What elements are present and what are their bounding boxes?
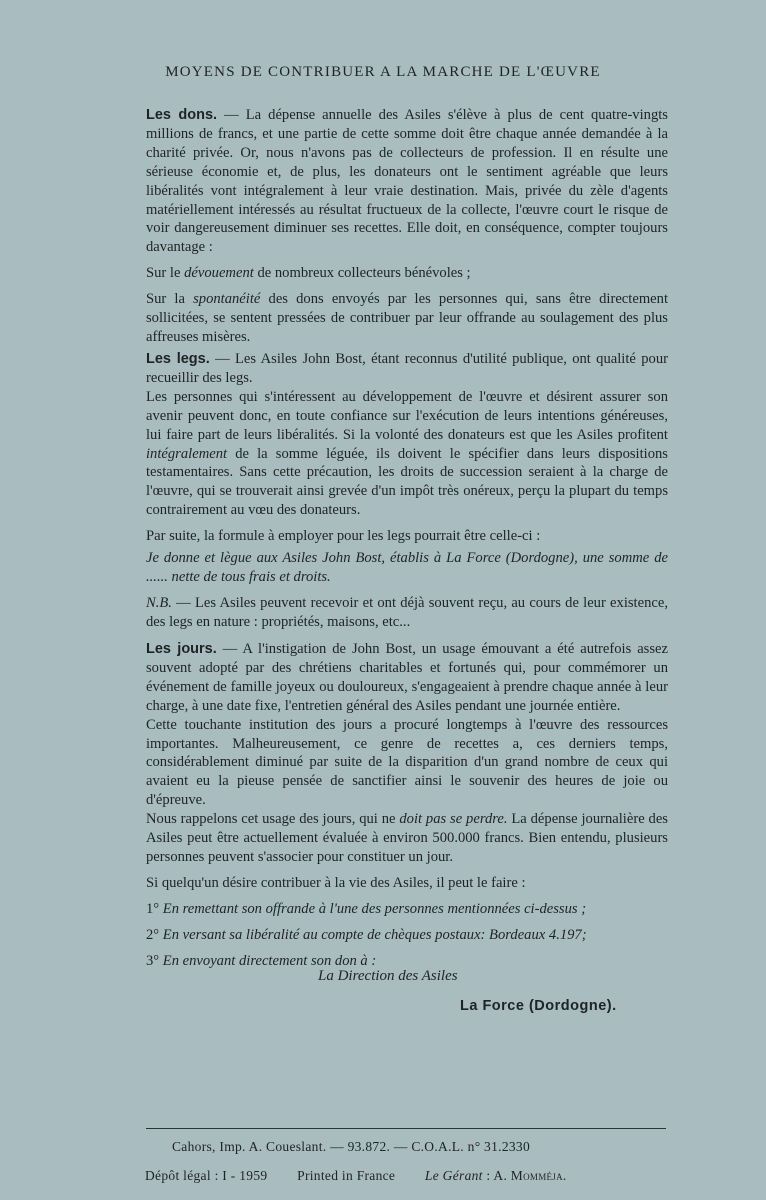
section-dons	[146, 106, 668, 347]
option-3: 3° En envoyant directement son don à :	[146, 952, 377, 969]
footer-printer: Cahors, Imp. A. Coueslant. — 93.872. — C.O.A.L. n° 31.2330	[172, 1139, 531, 1154]
option-2: 2° En versant sa libéralité au compte de chèques postaux: Bordeaux 4.197;	[146, 926, 587, 943]
jours-heading: Les jours.	[146, 641, 217, 657]
dons-item-devouement: Sur le dévouement de nombreux collecteurs bénévoles ;	[146, 265, 471, 282]
footer-legal	[145, 1168, 567, 1184]
section-legs	[146, 350, 668, 632]
dons-intro: Les dons. — La dépense annuelle des Asiles s'élève à plus de cent quatre-vingts millions de francs, et une partie de cette somme doit être chaque année demandée à la charité privée. Or, nous n'avons pas de collecteurs de profession. Il en résulte une sérieuse économie et, de plus, les donateurs ont le sentiment agréable que leurs libéralités vont intégralement à leur vraie destination. Mais, privée du zèle d'agents matériellement intéressés au résultat fructueux de la collecte, l'œuvre court le risque de voir dangereusement diminuer ses recettes. Elle doit, en conséquence, compter toujours davantage :	[146, 107, 668, 256]
legs-nb: N.B. — Les Asiles peuvent recevoir et ont déjà souvent reçu, au cours de leur existence, des legs en nature : propriétés, maisons, etc...	[146, 594, 668, 630]
page-title: MOYENS DE CONTRIBUER A LA MARCHE DE L'ŒUVRE	[165, 64, 601, 80]
section-jours	[146, 640, 668, 971]
legs-formula: Je donne et lègue aux Asiles John Bost, établis à La Force (Dordogne), une somme de ...... nette de tous frais et droits.	[146, 550, 668, 585]
option-1: 1° En remettant son offrande à l'une des personnes mentionnées ci-dessus ;	[146, 900, 587, 917]
dons-heading: Les dons.	[146, 107, 218, 123]
legs-formula-intro: Par suite, la formule à employer pour les legs pourrait être celle-ci :	[146, 528, 541, 545]
legs-heading: Les legs.	[146, 351, 210, 367]
signature-direction: La Direction des Asiles	[318, 968, 458, 984]
signature-location: La Force (Dordogne).	[460, 998, 617, 1014]
dons-item-spontaneite: Sur la spontanéité des dons envoyés par les personnes qui, sans être directement sollicitées, se sentent pressées de contribuer par leur offrande au soulagement des plus affreuses misères.	[146, 291, 668, 345]
footer-gerant: Le Gérant : A. Momméja.	[424, 1168, 567, 1183]
footer-depot: Dépôt légal : I - 1959	[145, 1168, 268, 1183]
jours-options-intro: Si quelqu'un désire contribuer à la vie des Asiles, il peut le faire :	[146, 874, 526, 891]
jours-intro: Les jours. — A l'instigation de John Bost, un usage émouvant a été autrefois assez souvent adopté par des chrétiens charitables et fortunés qui, pour commémorer un événement de famille joyeux ou douloureux, s'engageaient à prendre chaque année à leur charge, à une date fixe, l'entretien général des Asiles pendant une journée entière.	[146, 641, 668, 714]
legs-paragraph: Les personnes qui s'intéressent au développement de l'œuvre et désirent assurer son avenir peuvent donc, en toute confiance sur l'exécution de leurs intentions généreuses, lui faire part de leurs libéralités. Si la volonté des donateurs est que les Asiles profitent intégralement de la somme léguée, ils doivent le spécifier dans leurs dispositions testamentaires. Sans cette précaution, les droits de succession seraient à la charge de l'œuvre, qui se trouverait ainsi grevée d'un impôt très onéreux, perçu la plupart du temps contrairement au vœu des donateurs.	[146, 388, 668, 519]
jours-paragraph-2: Cette touchante institution des jours a procuré longtemps à l'œuvre des ressources importantes. Malheureusement, ce genre de recettes a, ces derniers temps, considérablement diminué par suite de la disparition d'un grand nombre de ceux qui avaient eu la pieuse pensée de sanctifier ainsi le souvenir des heures de joie ou d'épreuve.	[146, 716, 668, 809]
footer-divider	[146, 1128, 666, 1129]
legs-intro: Les legs. — Les Asiles John Bost, étant reconnus d'utilité publique, ont qualité pour recueillir des legs.	[146, 351, 668, 386]
footer-printed: Printed in France	[297, 1168, 396, 1183]
jours-paragraph-3: Nous rappelons cet usage des jours, qui ne doit pas se perdre. La dépense journalière des Asiles peut être actuellement évaluée à environ 500.000 francs. Bien entendu, plusieurs personnes peuvent s'associer pour constituer un jour.	[146, 811, 668, 865]
